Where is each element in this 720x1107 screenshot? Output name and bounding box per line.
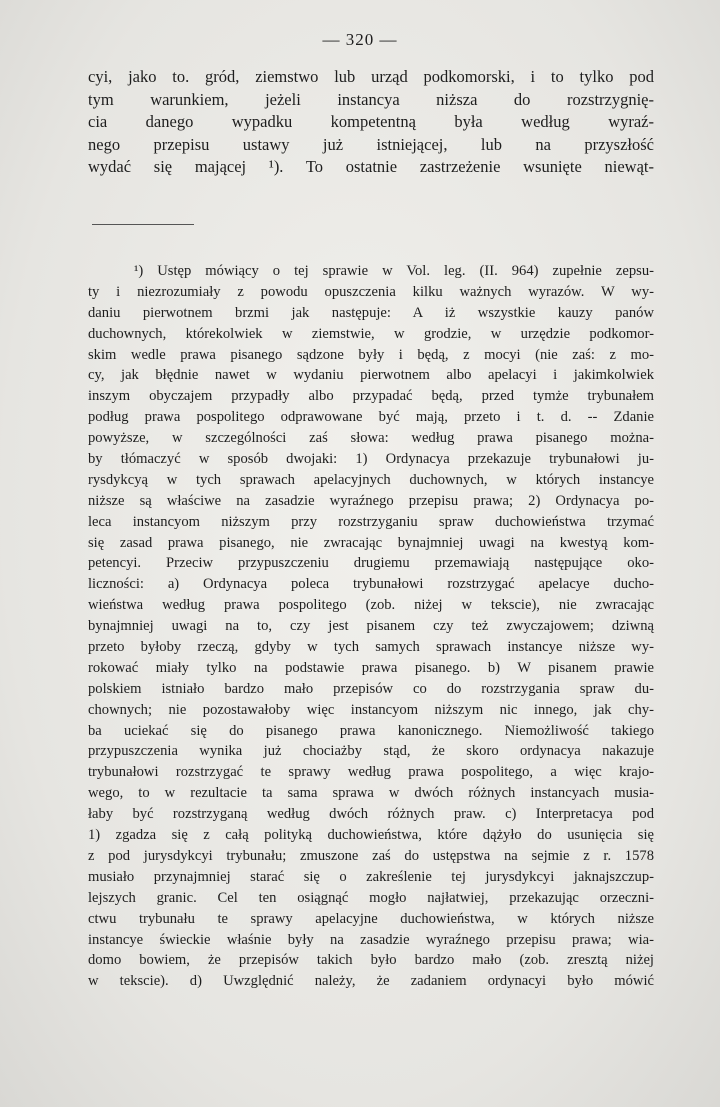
footnote-line: przeto byłoby rzeczą, gdyby w tych samych sprawach instancye niższe wy- bbox=[88, 639, 654, 656]
page-number: — 320 — bbox=[322, 30, 398, 49]
footnote-line: przypuszczenia wynika już chociażby stąd, że skoro ordynacya nakazuje bbox=[88, 743, 654, 760]
footnote-line: instancye świeckie właśnie były na zasadzie wyraźnego przepisu prawa; wia- bbox=[88, 931, 654, 948]
footnote-line: trybunałowi rozstrzygać te sprawy według prawa pospolitego, a więc krajo- bbox=[88, 764, 654, 781]
main-text-line: tym warunkiem, jeżeli instancya niższa do rozstrzygnię- bbox=[88, 89, 654, 109]
footnote-line: niższe są właściwe na zasadzie wyraźnego przepisu prawa; 2) Ordynacya po- bbox=[88, 492, 654, 509]
main-text bbox=[88, 66, 654, 179]
footnote-line: by tłómaczyć w sposób dwojaki: 1) Ordynacya przekazuje trybunałowi ju- bbox=[88, 451, 654, 468]
footnote-line: 1) zgadza się z całą polityką duchowieństwa, które dążyło do usunięcia się bbox=[88, 827, 654, 844]
footnote-line: inszym obyczajem przypadły albo przypadać będą, przed tymże trybunałem bbox=[88, 388, 654, 405]
footnote-line: z pod jurysdykcyi trybunału; zmuszone zaś do ustępstwa na sejmie z r. 1578 bbox=[88, 847, 654, 864]
main-text-line: nego przepisu ustawy już istniejącej, lub na przyszłość bbox=[88, 134, 654, 154]
footnote-line: ¹) Ustęp mówiący o tej sprawie w Vol. leg. (II. 964) zupełnie zepsu- bbox=[134, 263, 654, 279]
footnote-line: daniu pierwotnem brzmi jak następuje: A iż wszystkie kauzy panów bbox=[88, 304, 654, 321]
footnote-line: chownych; nie pozostawałoby więc instancyom niższym nic innego, jak chy- bbox=[88, 701, 654, 718]
footnote-line: duchownych, którekolwiek w ziemstwie, w grodzie, w urzędzie podkomor- bbox=[88, 325, 654, 342]
footnote-line: rokować miały tylko na podstawie prawa pisanego. b) W pisanem prawie bbox=[88, 659, 654, 676]
footnote-line: polskiem istniało bardzo mało przepisów co do rozstrzygania spraw du- bbox=[88, 680, 654, 697]
footnote-separator bbox=[92, 224, 194, 225]
footnote-line: cy, jak błędnie nawet w wydaniu pierwotnem albo apelacyi i jakimkolwiek bbox=[88, 367, 654, 384]
main-text-line: cia danego wypadku kompetentną była według wyraź- bbox=[88, 112, 654, 131]
footnote-line: ty i niezrozumiały z powodu opuszczenia kilku ważnych wyrazów. W wy- bbox=[88, 283, 654, 300]
footnote-line: łaby być rozstrzyganą według dwóch różnych praw. c) Interpretacya pod bbox=[88, 806, 654, 823]
footnote-line: lejszych granic. Cel ten osiągnąć mogło najłatwiej, przekazując orzeczni- bbox=[88, 889, 654, 906]
main-text-line: wydać się mającej ¹). To ostatnie zastrzeżenie wsunięte niewąt- bbox=[88, 157, 654, 176]
footnote-line: w tekscie). d) Uwzględnić należy, że zadaniem ordynacyi było mówić bbox=[88, 973, 654, 990]
footnote-line: petencyi. Przeciw przypuszczeniu drugiemu przemawiają następujące oko- bbox=[88, 555, 654, 572]
footnote-line: skim wedle prawa pisanego sądzone były i będą, z mocyi (nie zaś: z mo- bbox=[88, 346, 654, 363]
footnote-line: domo bowiem, że przepisów takich było bardzo mało (zob. zresztą niżej bbox=[88, 952, 654, 969]
footnote-line: musiało przynajmniej starać się o zakreślenie tej jurysdykcyi jaknajszczup- bbox=[88, 868, 654, 885]
footnote-line: leca instancyom niższym przy rozstrzyganiu spraw duchowieństwa trzymać bbox=[88, 513, 654, 530]
footnote-line: ctwu trybunału te sprawy apelacyjne duchowieństwa, w których niższe bbox=[88, 910, 654, 927]
footnote-line: wego, to w rezultacie ta sama sprawa w dwóch różnych instancyach musia- bbox=[88, 785, 654, 802]
footnote-line: ba uciekać się do pisanego prawa kanonicznego. Niemożliwość takiego bbox=[88, 722, 654, 739]
footnote-line: bynajmniej uwagi na to, czy jest pisanem czy też zwyczajowem; dziwną bbox=[88, 618, 654, 635]
footnote-line: podług prawa pospolitego odprawowane być mają, przeto i t. d. -- Zdanie bbox=[88, 409, 654, 426]
footnote-line: liczności: a) Ordynacya poleca trybunałowi rozstrzygać apelacye ducho- bbox=[88, 576, 654, 593]
footnote-line: powyższe, w szczególności zaś słowa: według prawa pisanego można- bbox=[88, 430, 654, 447]
main-text-line: cyi, jako to. gród, ziemstwo lub urząd podkomorski, i to tylko pod bbox=[88, 67, 654, 86]
footnote-line: wieństwa według prawa pospolitego (zob. niżej w tekscie), nie zwracając bbox=[88, 597, 654, 614]
footnote-line: się zasad prawa pisanego, nie zwracając bynajmniej uwagi na kwestyą kom- bbox=[88, 534, 654, 551]
footnote bbox=[88, 261, 654, 992]
footnote-line: rysdykcyą w tych sprawach apelacyjnych duchownych, w których instancye bbox=[88, 471, 654, 488]
